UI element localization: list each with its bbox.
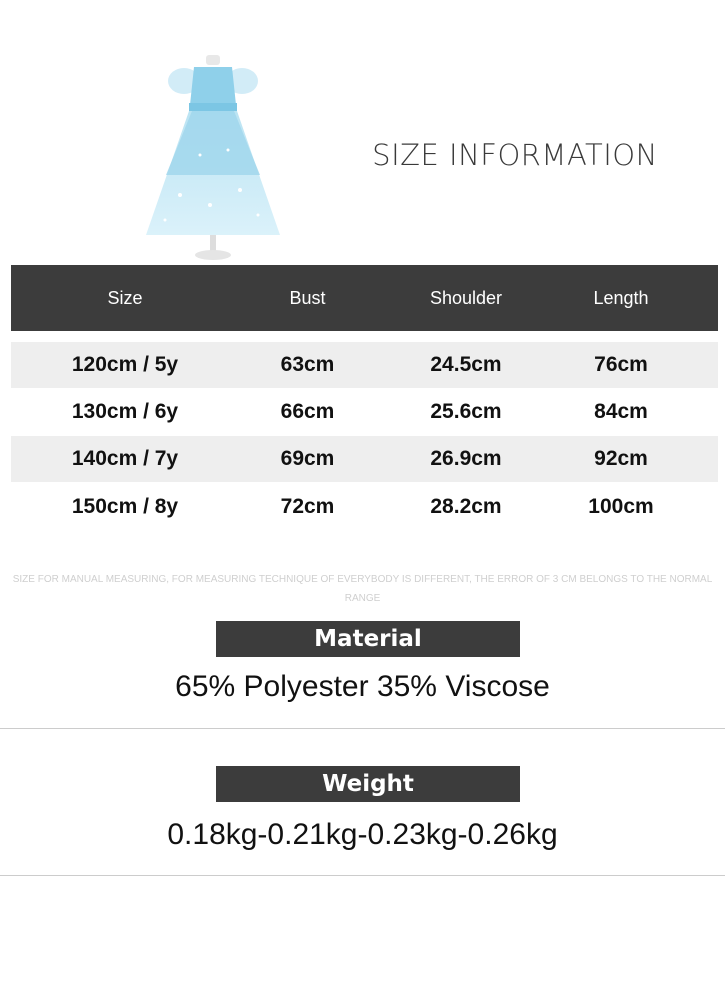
- cell-size: 150cm / 8y: [71, 495, 179, 518]
- cell-length: 92cm: [594, 447, 648, 470]
- cell-length: 100cm: [588, 495, 654, 518]
- material-label: Material: [216, 621, 520, 657]
- cell-bust: 66cm: [280, 400, 335, 423]
- page-title: SIZE INFORMATION: [372, 138, 658, 172]
- cell-bust: 63cm: [280, 353, 335, 376]
- size-table-header: [11, 265, 718, 331]
- cell-size: 120cm / 5y: [71, 353, 179, 376]
- cell-bust: 72cm: [280, 495, 335, 518]
- cell-size: 130cm / 6y: [71, 400, 179, 423]
- cell-shoulder: 25.6cm: [430, 400, 502, 423]
- header-bust: Bust: [289, 287, 326, 308]
- dress-product-image: [140, 55, 285, 265]
- table-row: [11, 389, 718, 435]
- table-row: [11, 484, 718, 530]
- cell-length: 84cm: [594, 400, 648, 423]
- cell-shoulder: 26.9cm: [430, 447, 502, 470]
- cell-length: 76cm: [594, 353, 648, 376]
- cell-bust: 69cm: [280, 447, 335, 470]
- table-row: [11, 436, 718, 482]
- measuring-note: SIZE FOR MANUAL MEASURING, FOR MEASURING TECHNIQUE OF EVERYBODY IS DIFFERENT, THE ERROR OF 3 CM BELONGS TO THE NORMAL RANGE: [12, 574, 713, 604]
- weight-value: 0.18kg-0.21kg-0.23kg-0.26kg: [167, 818, 558, 851]
- header-length: Length: [593, 287, 649, 308]
- weight-label: Weight: [216, 766, 520, 802]
- table-row: [11, 342, 718, 388]
- cell-shoulder: 24.5cm: [430, 353, 502, 376]
- header-shoulder: Shoulder: [429, 287, 503, 308]
- cell-size: 140cm / 7y: [71, 447, 179, 470]
- header-size: Size: [107, 287, 143, 308]
- material-value: 65% Polyester 35% Viscose: [175, 670, 550, 703]
- cell-shoulder: 28.2cm: [430, 495, 502, 518]
- divider: [0, 728, 725, 729]
- divider: [0, 875, 725, 876]
